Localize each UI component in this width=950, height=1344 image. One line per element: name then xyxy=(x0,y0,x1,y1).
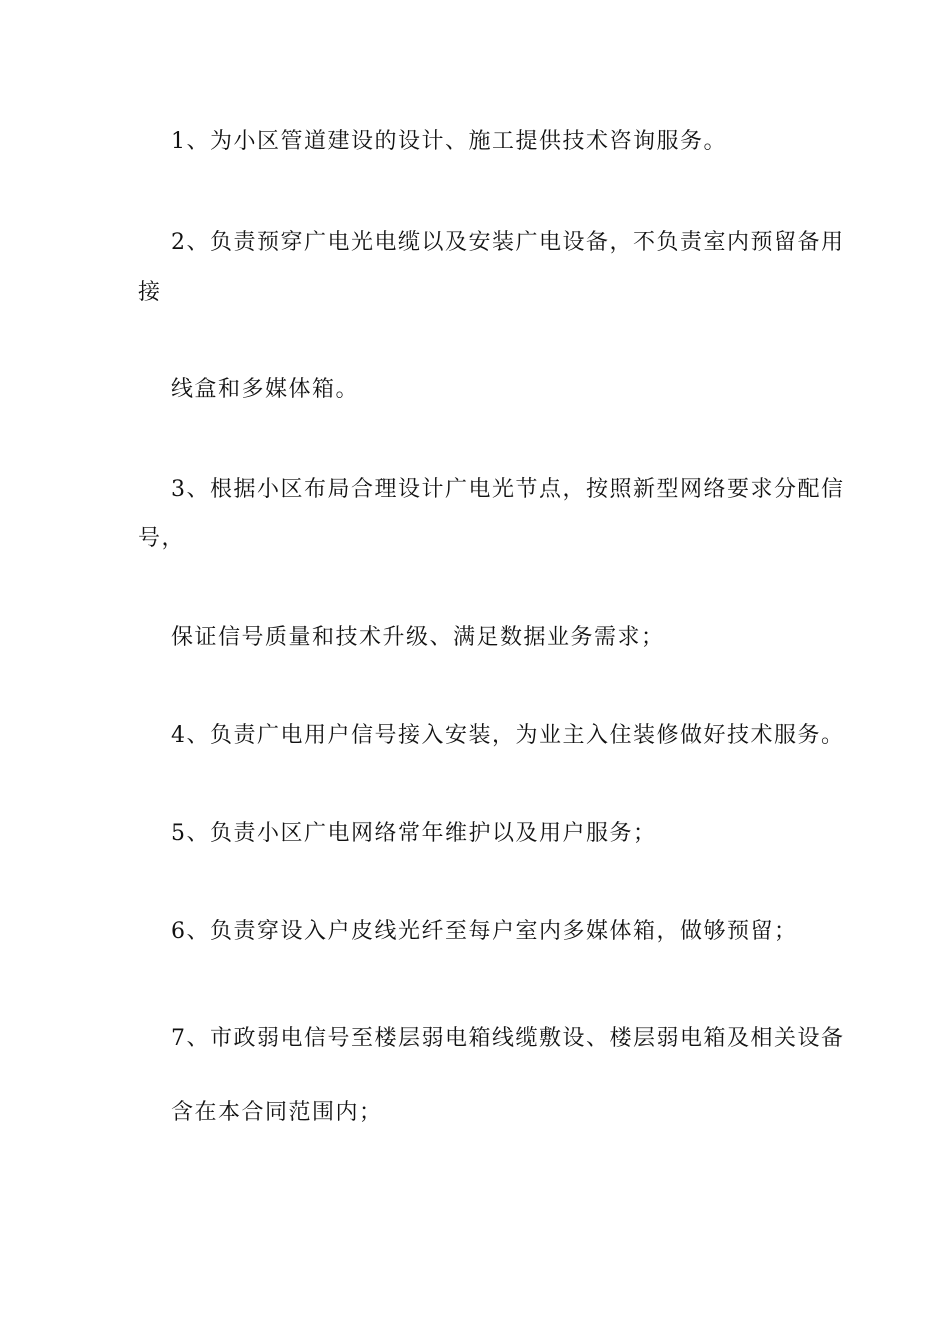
item-2-line-1: 2、负责预穿广电光电缆以及安装广电设备，不负责室内预留备用 xyxy=(171,230,845,255)
item-4-line-1: 4、负责广电用户信号接入安装，为业主入住装修做好技术服务。 xyxy=(171,723,845,748)
item-3-line-3: 保证信号质量和技术升级、满足数据业务需求； xyxy=(171,625,665,650)
item-2-line-2: 接 xyxy=(138,280,162,305)
item-3-line-1: 3、根据小区布局合理设计广电光节点，按照新型网络要求分配信 xyxy=(171,477,845,502)
item-5-line-1: 5、负责小区广电网络常年维护以及用户服务； xyxy=(171,821,657,846)
item-7-line-2: 含在本合同范围内； xyxy=(171,1100,383,1125)
item-1-line-1: 1、为小区管道建设的设计、施工提供技术咨询服务。 xyxy=(171,129,727,154)
item-2-line-3: 线盒和多媒体箱。 xyxy=(171,377,360,402)
item-3-line-2: 号， xyxy=(138,526,186,551)
item-7-line-1: 7、市政弱电信号至楼层弱电箱线缆敷设、楼层弱电箱及相关设备 xyxy=(171,1026,845,1051)
item-6-line-1: 6、负责穿设入户皮线光纤至每户室内多媒体箱，做够预留； xyxy=(171,919,798,944)
